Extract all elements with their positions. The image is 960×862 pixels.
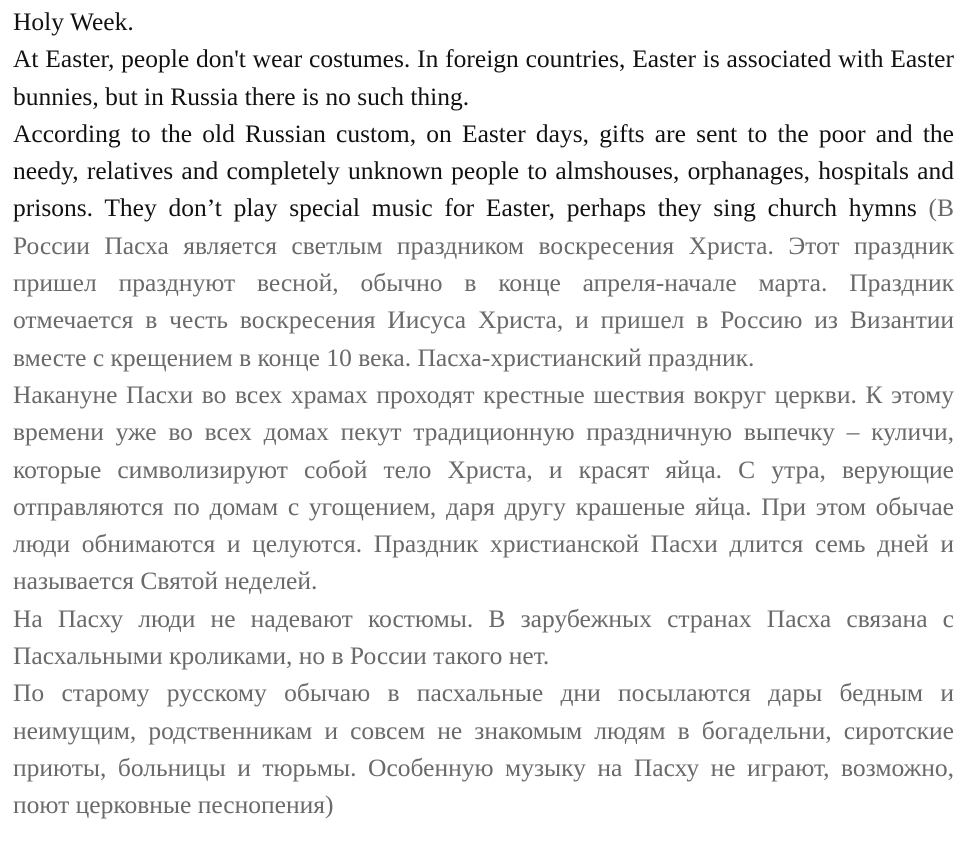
paragraph-costumes-ru (13, 600, 954, 675)
english-text: According to the old Russian custom, on Easter days, gifts are sent to the poor and the needy, relatives and completely unknown people to almshouses, orphanages, hospitals and prisons. They don’t play special music for Easter, perhaps they sing church hymns (13, 118, 954, 223)
paragraph-custom-en-ru (13, 115, 954, 376)
english-text: At Easter, people don't wear costumes. In foreign countries, Easter is associated with Easter bunnies, but in Russia there is no such thing. (13, 44, 954, 111)
russian-text: (В России Пасха является светлым праздником воскресения Христа. Этот праздник пришел празднуют весной, обычно в конце апреля-начале марта. Праздник отмечается в честь воскресения Иисуса Христа, и пришел в Россию из Византии вместе с крещением в конце 10 века. Пасха-христианский праздник. (13, 193, 954, 372)
russian-text: На Пасху люди не надевают костюмы. В зарубежных странах Пасха связана с Пасхальными кроликами, но в России такого нет. (13, 603, 954, 671)
russian-text: Накануне Пасхи во всех храмах проходят крестные шествия вокруг церкви. К этому времени уже во всех домах пекут традиционную праздничную выпечку – куличи, которые символизируют собой тело Христа, и красят яйца. С утра, верующие отправляются по домам с угощением, даря другу крашеные яйца. При этом обычае люди обнимаются и целуются. Праздник христианской Пасхи длится семь дней и называется Святой неделей. (13, 379, 954, 596)
paragraph-eve-ru (13, 376, 954, 600)
paragraph-costumes-en (13, 40, 954, 115)
paragraph-holy-week (13, 3, 954, 40)
paragraph-custom-ru (13, 674, 954, 823)
russian-text: По старому русскому обычаю в пасхальные дни посылаются дары бедным и неимущим, родственникам и совсем не знакомым людям в богадельни, сиротские приюты, больницы и тюрьмы. Особенную музыку на Пасху не играют, возможно, поют церковные песнопения) (13, 678, 954, 820)
english-text: Holy Week. (13, 7, 134, 36)
